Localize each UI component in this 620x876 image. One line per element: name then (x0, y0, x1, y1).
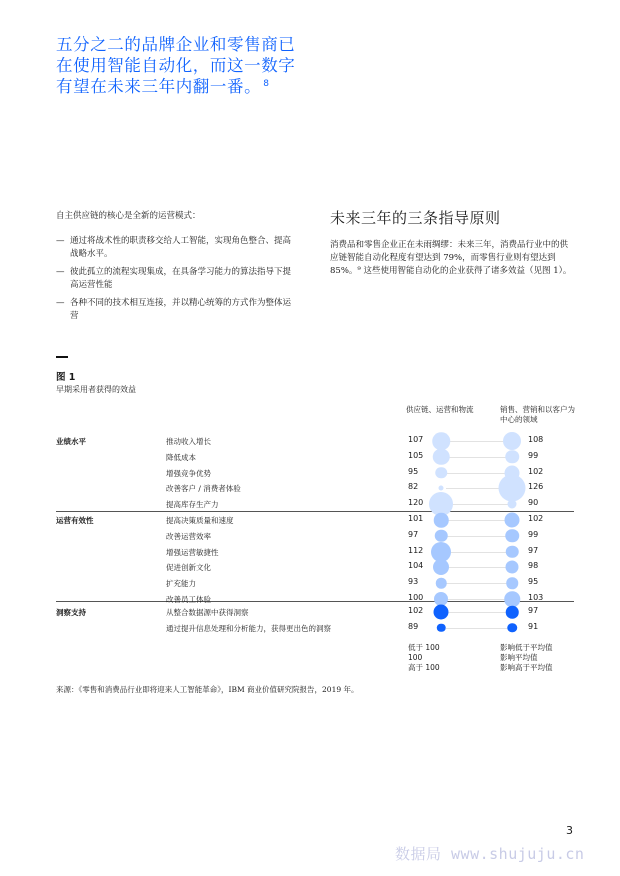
row-label: 改善员工体验 (166, 595, 211, 604)
dot-sales (505, 529, 519, 543)
dot-supply-chain (433, 559, 449, 575)
row-label: 改善客户 / 消费者体验 (166, 484, 241, 494)
row-label: 扩充能力 (166, 579, 196, 589)
row-guide (446, 583, 512, 584)
legend-impact-equal: 影响平均值 (500, 653, 538, 662)
bullet-list (56, 235, 296, 328)
value-supply-chain: 120 (408, 498, 424, 508)
headline-line-3: 有望在未来三年内翻一番。 $^8$ (56, 77, 270, 96)
bullet-item (56, 235, 296, 261)
footnote-marker: 8 (263, 79, 270, 89)
value-supply-chain: 101 (408, 514, 424, 523)
row-label: 通过提升信息处理和分析能力，获得更出色的洞察 (166, 623, 331, 633)
row-guide (446, 567, 512, 568)
row-guide (446, 628, 512, 629)
value-sales: 90 (528, 498, 539, 508)
category-label: 运营有效性 (56, 516, 94, 525)
value-supply-chain: 89 (408, 621, 419, 631)
dot-supply-chain (433, 449, 450, 466)
legend-below: 低于 100 (408, 643, 440, 652)
value-sales: 102 (528, 466, 544, 476)
row-label: 提高决策质量和速度 (166, 516, 234, 525)
value-supply-chain: 100 (408, 593, 424, 602)
value-sales: 95 (528, 577, 539, 587)
value-sales: 103 (528, 593, 544, 602)
column-header-sales: 销售、营销和以客户为中心的领域 (500, 405, 575, 424)
dot-sales (505, 513, 520, 528)
row-guide (446, 599, 512, 600)
category-label: 洞察支持 (56, 608, 86, 617)
value-supply-chain: 105 (408, 450, 424, 460)
column-header-supply-chain: 供应链、运营和物流 (406, 405, 474, 414)
row-guide (446, 473, 512, 474)
intro-text: 自主供应链的核心是全新的运营模式： (56, 211, 201, 221)
bullet-item (56, 266, 296, 292)
dot-sales (499, 475, 526, 502)
dot-sales (503, 432, 521, 450)
dot-supply-chain (434, 513, 449, 528)
dot-supply-chain (432, 432, 450, 450)
row-label: 推动收入增长 (166, 437, 211, 446)
value-supply-chain: 104 (408, 561, 424, 571)
figure-rule (56, 356, 68, 358)
bullet-text: 彼此孤立的流程实现集成，在具备学习能力的算法指导下提高运营性能 (70, 267, 292, 290)
legend-equal: 100 (408, 653, 423, 662)
legend-impact-above: 影响高于平均值 (500, 663, 553, 672)
category-label: 业绩水平 (56, 437, 86, 446)
value-supply-chain: 95 (408, 466, 419, 476)
row-guide (446, 504, 512, 505)
legend-left (408, 643, 440, 673)
row-label: 增强运营敏捷性 (166, 547, 219, 557)
value-supply-chain: 107 (408, 435, 424, 444)
bullet-dash: — (56, 236, 65, 246)
dot-supply-chain (435, 530, 448, 543)
dot-supply-chain (436, 578, 447, 589)
dot-sales (504, 591, 520, 607)
section-body: 消费品和零售企业正在未雨绸缪：未来三年，消费品行业中的供应链智能自动化程度有望达到 79%，而零售行业则有望达到 85%。⁹ 这些使用智能自动化的企业获得了诸多效益（见图 1）。 (330, 240, 572, 276)
row-label: 降低成本 (166, 452, 196, 462)
dot-supply-chain (435, 467, 447, 479)
row-label: 提高库存生产力 (166, 500, 219, 510)
dot-supply-chain (434, 605, 449, 620)
value-sales: 99 (528, 529, 539, 539)
value-sales: 102 (528, 514, 544, 523)
value-sales: 108 (528, 435, 544, 444)
row-guide (446, 520, 512, 521)
headline-line-2: 在使用智能自动化，而这一数字 (56, 56, 296, 75)
value-sales: 97 (528, 545, 539, 555)
bullet-dash: — (56, 298, 65, 308)
value-supply-chain: 112 (408, 545, 424, 555)
dot-sales (505, 450, 519, 464)
bullet-item (56, 297, 296, 323)
value-supply-chain: 93 (408, 577, 419, 587)
legend-impact-below: 影响低于平均值 (500, 643, 553, 652)
group-separator (56, 511, 574, 512)
dot-sales (506, 577, 518, 589)
dot-sales (507, 623, 517, 633)
watermark: 数据局 www.shujuju.cn (395, 845, 585, 863)
row-guide (446, 536, 512, 537)
bullet-text: 通过将战术性的职责移交给人工智能，实现角色整合、提高战略水平。 (70, 236, 292, 259)
row-label: 增强竞争优势 (166, 468, 211, 478)
bullet-text: 各种不同的技术相互连接，并以精心统筹的方式作为整体运营 (70, 298, 292, 321)
dot-sales (506, 606, 519, 619)
value-sales: 98 (528, 561, 539, 571)
figure-label: 图 1 (56, 372, 76, 383)
dot-sales (508, 500, 517, 509)
group-separator (56, 601, 574, 602)
source-note: 来源：《零售和消费品行业即将迎来人工智能革命》，IBM 商业价值研究院报告，2019 年。 (56, 685, 359, 694)
row-guide (446, 457, 512, 458)
row-label: 改善运营效率 (166, 531, 211, 541)
row-guide (446, 612, 512, 613)
row-label: 促进创新文化 (166, 563, 211, 573)
figure-subtitle: 早期采用者获得的效益 (56, 385, 136, 394)
page-number: 3 (566, 824, 573, 837)
dot-supply-chain (439, 486, 444, 491)
headline-line-1: 五分之二的品牌企业和零售商已 (56, 35, 296, 54)
legend-above: 高于 100 (408, 663, 440, 672)
dot-sales (506, 545, 519, 558)
bullet-dash: — (56, 267, 65, 277)
value-supply-chain: 82 (408, 482, 419, 492)
dot-sales (506, 561, 519, 574)
value-sales: 99 (528, 450, 539, 460)
headline (56, 34, 326, 97)
value-sales: 91 (528, 621, 539, 631)
dot-supply-chain (437, 624, 446, 633)
row-label: 从整合数据源中获得洞察 (166, 608, 249, 617)
value-sales: 97 (528, 606, 539, 615)
row-guide (446, 552, 512, 553)
value-supply-chain: 102 (408, 606, 424, 615)
value-sales: 126 (528, 482, 544, 492)
section-title: 未来三年的三条指导原则 (330, 209, 501, 227)
legend-right (500, 643, 553, 673)
value-supply-chain: 97 (408, 529, 419, 539)
